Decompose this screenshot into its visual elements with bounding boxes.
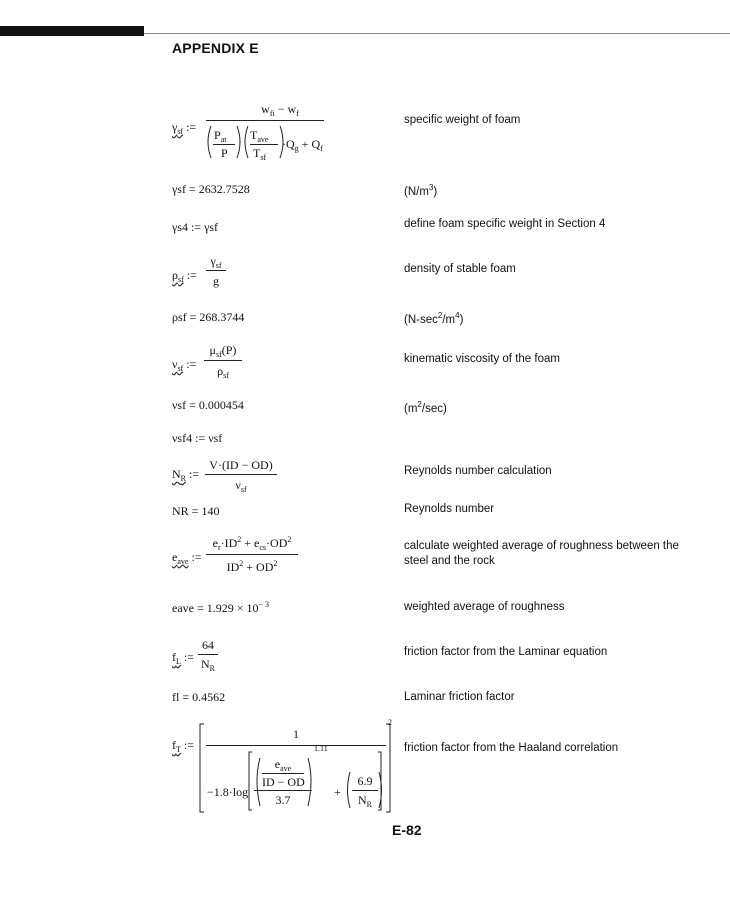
bracket-left-outer xyxy=(200,724,204,812)
eq-gamma-tave: $T_{ave}$ xyxy=(250,128,269,144)
desc-haaland: friction factor from the Haaland correlation xyxy=(404,742,619,754)
desc-density: density of stable foam xyxy=(404,263,516,275)
eq-nr-den: $\nu_{sf}$ xyxy=(235,478,247,494)
desc-laminar-factor: Laminar friction factor xyxy=(404,691,515,703)
paren-left-inner xyxy=(257,758,260,806)
desc-units-viscosity: $(m^2/\sec)$ xyxy=(404,400,447,415)
bracket-right-outer xyxy=(386,724,390,812)
eq-haaland-plus: + xyxy=(334,785,341,799)
paren-right-inner xyxy=(308,758,311,806)
eq-haaland-nr: $N_R$ xyxy=(357,793,372,809)
eq-haaland-idod: ID − OD xyxy=(262,775,305,789)
eq-gamma-p: P xyxy=(221,146,228,160)
eq-gamma-value: γsf = 2632.7528 xyxy=(172,182,250,196)
eq-nu-lhs: $\nu_{sf}$ := xyxy=(172,357,197,373)
eq-eave-value: eave = $1.929 \times 10^{- 3}$ xyxy=(172,600,270,615)
page-number: E-82 xyxy=(392,822,422,838)
eq-haaland-log: −1.8·log xyxy=(207,785,249,799)
eq-fl-lhs: $f_L$ := xyxy=(172,650,194,666)
eq-nr-value: NR = 140 xyxy=(172,504,220,518)
eq-rho-lhs: $\rho_{sf}$ := xyxy=(172,268,197,284)
eq-rho-den: g xyxy=(213,274,219,288)
eq-haaland-num: 1 xyxy=(293,727,299,741)
eq-nu-s4: νsf4 := νsf xyxy=(172,431,223,445)
eq-gamma-def-lhs: $\gamma_{sf}$ := xyxy=(172,120,197,136)
eq-gamma-patm: $P_{at}$ xyxy=(214,128,227,144)
eq-nu-value: νsf = 0.000454 xyxy=(172,398,244,412)
desc-viscosity: kinematic viscosity of the foam xyxy=(404,353,560,365)
desc-roughness-calc: calculate weighted average of roughness between the steel and the rock xyxy=(404,540,679,567)
bracket-left-inner xyxy=(249,752,252,810)
desc-specific-weight: specific weight of foam xyxy=(404,114,521,126)
eq-gamma-s4: γs4 := γsf xyxy=(172,220,219,234)
eq-haaland-lhs: $f_T$ := xyxy=(172,738,194,754)
eq-eave-den: $ID^2 + OD^2$ xyxy=(226,559,278,574)
eq-eave-lhs: $e_{ave}$ := xyxy=(172,550,202,566)
desc-laminar-eq: friction factor from the Laminar equation xyxy=(404,646,608,658)
desc-units-weight: $(N/m^3)$ xyxy=(404,183,438,198)
eq-gamma-q: $\cdot Q_g + Q_f$ xyxy=(282,137,323,153)
paren-right-1 xyxy=(237,126,240,158)
eq-haaland-exp: 1.11 xyxy=(314,744,328,753)
eq-nr-lhs: $N_R$ := xyxy=(172,467,200,483)
desc-reynolds-calc: Reynolds number calculation xyxy=(404,465,552,477)
eq-nr-num: V·(ID − OD) xyxy=(209,458,273,472)
desc-roughness: weighted average of roughness xyxy=(404,601,565,613)
paren-left-2 xyxy=(245,126,248,158)
eq-haaland-37: 3.7 xyxy=(275,793,291,807)
page-heading: APPENDIX E xyxy=(172,40,259,56)
eq-fl-den: $N_R$ xyxy=(200,657,215,673)
paren-left-1 xyxy=(208,126,211,158)
eq-haaland-sq: 2 xyxy=(388,718,392,727)
eq-nu-num: $\mu_{sf}(P)$ xyxy=(209,343,237,359)
desc-section4: define foam specific weight in Section 4 xyxy=(404,218,606,230)
eq-gamma-num: $w_{fi} - w_f$ xyxy=(261,102,299,118)
eq-haaland-eave: $e_{ave}$ xyxy=(274,757,292,773)
eq-fl-num: 64 xyxy=(202,638,214,652)
paren-right-2 xyxy=(280,126,283,158)
eq-nu-den: $\rho_{sf}$ xyxy=(217,364,229,380)
eq-fl-value: fl = 0.4562 xyxy=(172,690,226,704)
eq-rho-num: $\gamma_{sf}$ xyxy=(210,254,222,270)
eq-eave-num: $e_r\cdot ID^2 + e_{cs}\cdot OD^2$ xyxy=(212,535,292,552)
desc-reynolds: Reynolds number xyxy=(404,503,495,515)
eq-haaland-69: 6.9 xyxy=(357,774,373,788)
desc-units-density: $(N-\sec^2/m^4)$ xyxy=(404,311,464,326)
eq-gamma-tsf: $T_{sf}$ xyxy=(253,146,267,162)
eq-rho-value: ρsf = 268.3744 xyxy=(172,310,245,324)
paren-left-69 xyxy=(348,772,351,808)
